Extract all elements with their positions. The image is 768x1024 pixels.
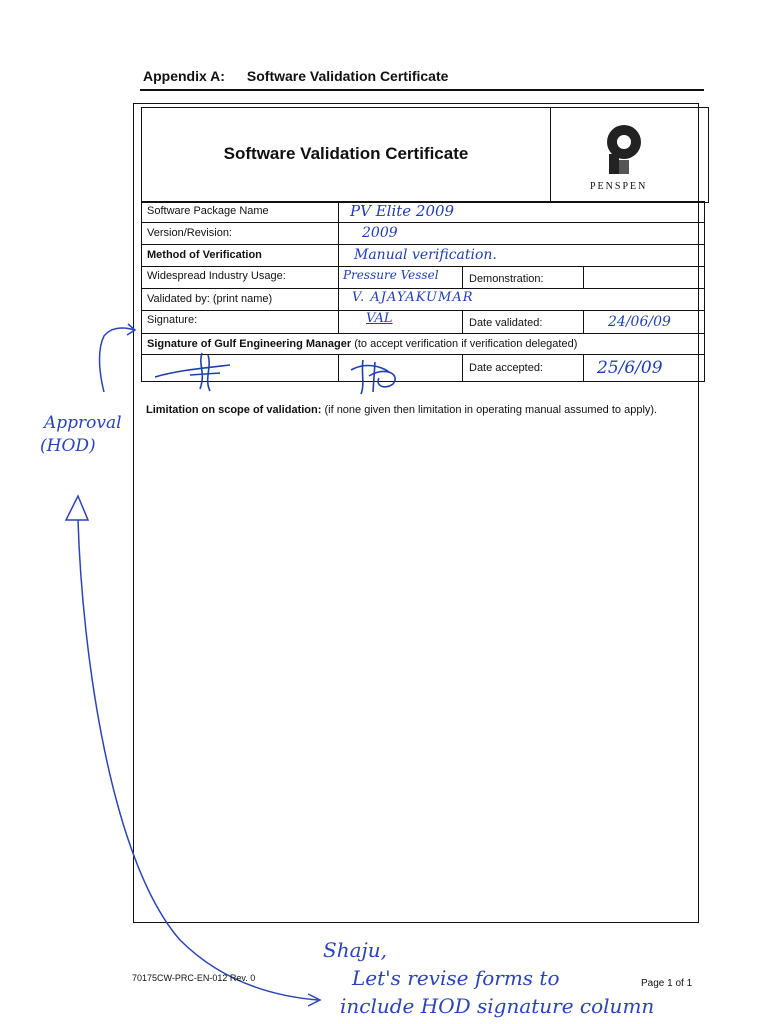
version-value: 2009 <box>362 225 398 241</box>
version-label: Version/Revision: <box>147 227 232 239</box>
signature-label: Signature: <box>147 314 198 326</box>
validated-by-value: V. AJAYAKUMAR <box>352 290 474 305</box>
certificate-title: Software Validation Certificate <box>223 144 469 163</box>
demonstration-label: Demonstration: <box>469 273 544 285</box>
date-accepted-label: Date accepted: <box>469 362 543 374</box>
package-name-label: Software Package Name <box>147 205 269 217</box>
footer-doc-ref: 70175CW-PRC-EN-012 Rev. 0 <box>132 973 256 983</box>
usage-value: Pressure Vessel <box>343 268 439 282</box>
limitation-label: Limitation on scope of validation: <box>146 404 322 416</box>
manager-signature-label-bold: Signature of Gulf Engineering Manager <box>147 338 352 350</box>
appendix-title: Software Validation Certificate <box>246 68 449 84</box>
approval-annotation: Approval <box>44 413 122 433</box>
method-label: Method of Verification <box>147 249 262 261</box>
hod-annotation: (HOD) <box>40 436 96 456</box>
footer-page-number: Page 1 of 1 <box>641 978 693 989</box>
package-name-value: PV Elite 2009 <box>350 202 455 220</box>
note-line-revise: Let's revise forms to <box>352 966 560 990</box>
note-line-include: include HOD signature column <box>340 994 655 1018</box>
note-greeting: Shaju, <box>323 938 387 962</box>
usage-label: Widespread Industry Usage: <box>147 270 286 282</box>
signature-value: VAL <box>366 311 393 326</box>
limitation-detail: (if none given then limitation in operating manual assumed to apply). <box>324 404 658 416</box>
appendix-label: Appendix A: <box>143 68 225 84</box>
logo-text: PENSPEN <box>590 181 648 192</box>
date-validated-label: Date validated: <box>469 317 543 329</box>
date-validated-value: 24/06/09 <box>608 314 671 330</box>
method-value: Manual verification. <box>354 247 497 263</box>
date-accepted-value: 25/6/09 <box>597 358 663 378</box>
validated-by-label: Validated by: (print name) <box>147 293 273 305</box>
manager-signature-label-rest: (to accept verification if verification delegated) <box>354 338 578 350</box>
